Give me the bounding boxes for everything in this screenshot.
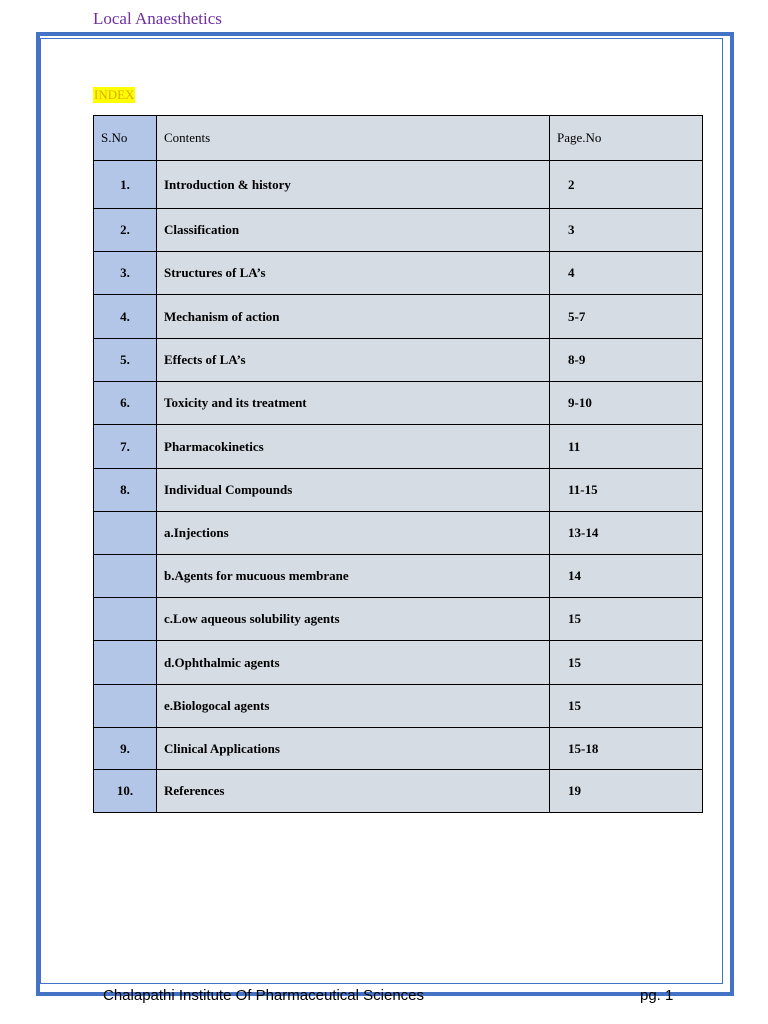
row-sno: 1. xyxy=(94,161,157,209)
row-page: 9-10 xyxy=(550,382,703,425)
row-content: e.Biologocal agents xyxy=(157,685,550,728)
row-page: 15 xyxy=(550,685,703,728)
table-row xyxy=(94,295,703,339)
row-sno: 5. xyxy=(94,339,157,382)
row-content: Effects of LA’s xyxy=(157,339,550,382)
row-page: 15 xyxy=(550,598,703,641)
row-sno xyxy=(94,555,157,598)
row-content: Pharmacokinetics xyxy=(157,425,550,469)
row-sno xyxy=(94,641,157,685)
column-header-page: Page.No xyxy=(550,116,703,161)
row-sno: 6. xyxy=(94,382,157,425)
table-row xyxy=(94,685,703,728)
row-sno xyxy=(94,598,157,641)
row-content: Introduction & history xyxy=(157,161,550,209)
row-content: Mechanism of action xyxy=(157,295,550,339)
table-header-row xyxy=(94,116,703,161)
table-row xyxy=(94,728,703,770)
table-row xyxy=(94,469,703,512)
row-sno: 2. xyxy=(94,209,157,252)
table-row xyxy=(94,770,703,813)
row-page: 4 xyxy=(550,252,703,295)
row-sno: 10. xyxy=(94,770,157,813)
row-content: d.Ophthalmic agents xyxy=(157,641,550,685)
row-content: Classification xyxy=(157,209,550,252)
row-content: b.Agents for mucuous membrane xyxy=(157,555,550,598)
row-content: Individual Compounds xyxy=(157,469,550,512)
table-row xyxy=(94,161,703,209)
table-row xyxy=(94,598,703,641)
footer-institute-name: Chalapathi Institute Of Pharmaceutical Sciences xyxy=(103,987,424,1004)
row-page: 11 xyxy=(550,425,703,469)
row-sno: 9. xyxy=(94,728,157,770)
row-page: 8-9 xyxy=(550,339,703,382)
document-header-title: Local Anaesthetics xyxy=(93,9,222,28)
table-row xyxy=(94,641,703,685)
table-row xyxy=(94,512,703,555)
table-row xyxy=(94,425,703,469)
row-page: 11-15 xyxy=(550,469,703,512)
row-page: 13-14 xyxy=(550,512,703,555)
row-sno: 8. xyxy=(94,469,157,512)
row-page: 15 xyxy=(550,641,703,685)
row-sno: 3. xyxy=(94,252,157,295)
row-page: 15-18 xyxy=(550,728,703,770)
row-page: 2 xyxy=(550,161,703,209)
column-header-contents: Contents xyxy=(157,116,550,161)
row-page: 19 xyxy=(550,770,703,813)
row-sno: 4. xyxy=(94,295,157,339)
table-row xyxy=(94,252,703,295)
row-content: a.Injections xyxy=(157,512,550,555)
row-page: 5-7 xyxy=(550,295,703,339)
row-sno xyxy=(94,512,157,555)
row-sno xyxy=(94,685,157,728)
row-sno: 7. xyxy=(94,425,157,469)
row-content: References xyxy=(157,770,550,813)
table-row xyxy=(94,339,703,382)
index-heading: INDEX xyxy=(94,87,135,102)
table-row xyxy=(94,555,703,598)
index-table xyxy=(93,115,703,813)
row-content: c.Low aqueous solubility agents xyxy=(157,598,550,641)
table-row xyxy=(94,382,703,425)
column-header-sno: S.No xyxy=(94,116,157,161)
row-page: 14 xyxy=(550,555,703,598)
row-content: Clinical Applications xyxy=(157,728,550,770)
row-page: 3 xyxy=(550,209,703,252)
footer-page-number: pg. 1 xyxy=(640,987,674,1004)
table-row xyxy=(94,209,703,252)
row-content: Toxicity and its treatment xyxy=(157,382,550,425)
row-content: Structures of LA’s xyxy=(157,252,550,295)
